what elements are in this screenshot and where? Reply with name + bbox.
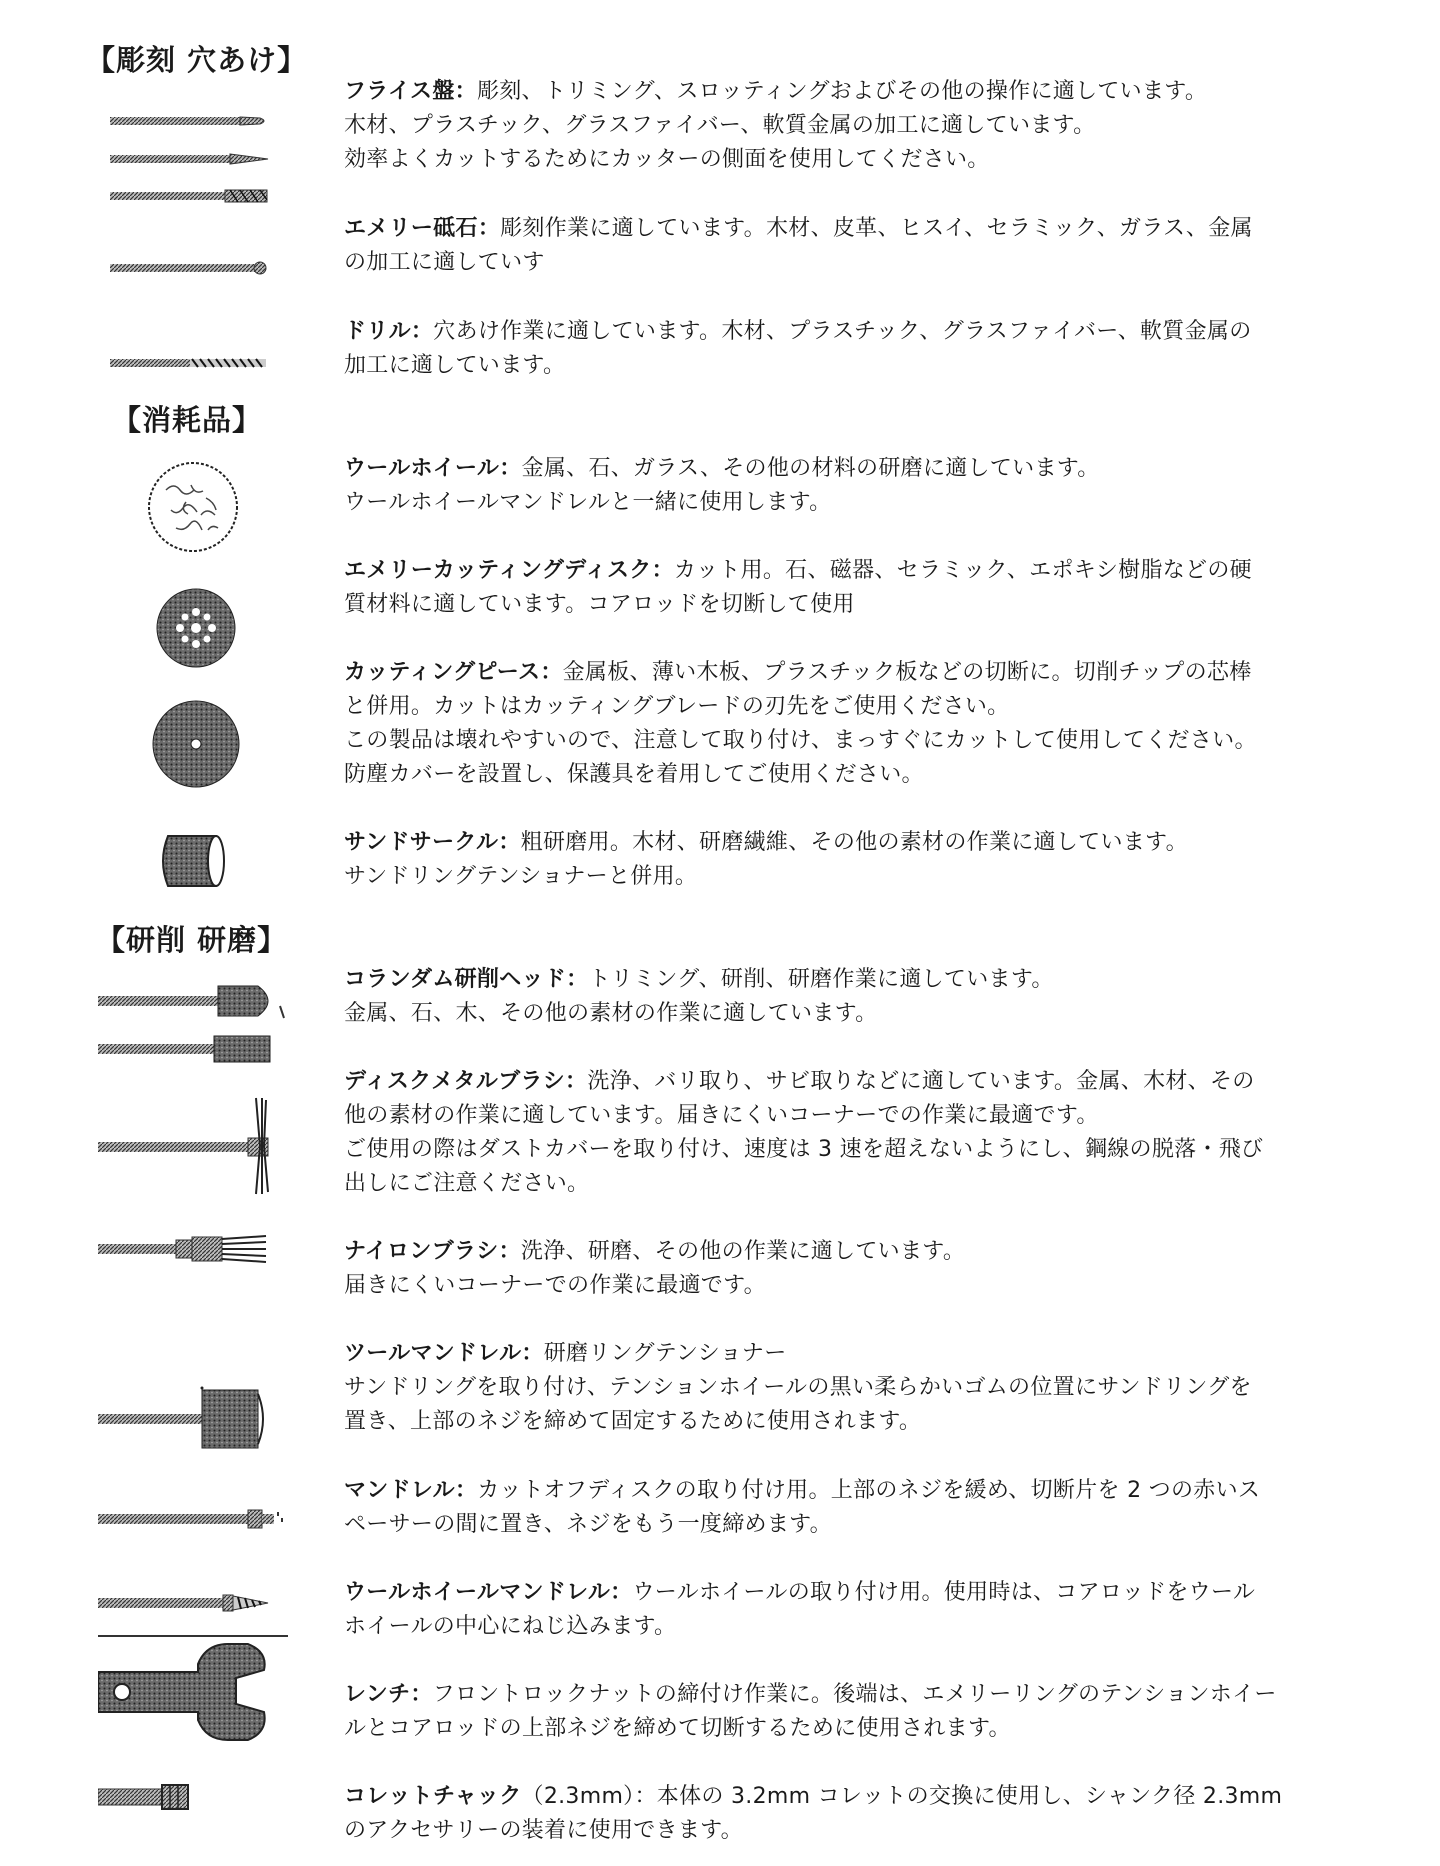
entry-sep: ： — [499, 456, 522, 481]
wool-wheel-icon — [146, 460, 240, 554]
entry-line: 効率よくカットするためにカッターの側面を使用してください。 — [344, 147, 990, 172]
entry-line: ウールホイールの取り付け用。使用時は、コアロッドをウール — [632, 1580, 1256, 1605]
milling-bit-icon — [110, 114, 270, 128]
entry-term: エメリー砥石 — [344, 216, 478, 241]
disc-metal-brush-icon — [98, 1096, 278, 1196]
entry-sand-circle — [344, 826, 1354, 894]
milling-bit-icon — [110, 152, 270, 166]
entry-line: 粗研磨用。木材、研磨繊維、その他の素材の作業に適しています。 — [520, 830, 1188, 855]
entry-sep: ： — [498, 1239, 521, 1264]
entry-line: 届きにくいコーナーでの作業に最適です。 — [344, 1273, 766, 1298]
entry-emery-cutting-disc — [344, 554, 1354, 622]
entry-line: 置き、上部のネジを締めて固定するために使用されます。 — [344, 1409, 922, 1434]
entry-line: 洗浄、バリ取り、サビ取りなどに適しています。金属、木材、その — [587, 1069, 1255, 1094]
entry-term: ドリル — [344, 319, 411, 344]
entry-term: ウールホイールマンドレル — [344, 1580, 611, 1605]
entry-sep: ： — [610, 1580, 633, 1605]
entry-line: カット用。石、磁器、セラミック、エポキシ樹脂などの硬 — [673, 558, 1252, 583]
entry-term: コランダム研削ヘッド — [344, 967, 567, 992]
entry-sep: ： — [498, 830, 521, 855]
mandrel-icon — [98, 1508, 288, 1530]
entry-milling-cutter — [344, 75, 1354, 177]
entry-term: ウールホイール — [344, 456, 500, 481]
entry-sep: ： — [521, 1341, 544, 1366]
entry-sep: ： — [566, 967, 589, 992]
divider-line — [98, 1635, 288, 1637]
entry-term: レンチ — [344, 1682, 411, 1707]
wrench-icon — [98, 1642, 278, 1742]
entry-line: ホイールの中心にねじ込みます。 — [344, 1614, 677, 1639]
entry-line: 質材料に適しています。コアロッドを切断して使用 — [344, 592, 855, 617]
entry-line: トリミング、研削、研磨作業に適しています。 — [588, 967, 1054, 992]
entry-term: エメリーカッティングディスク — [344, 558, 652, 583]
entry-line: 加工に適しています。 — [344, 353, 566, 378]
section-heading-grinding: 【研削 研磨】 — [96, 923, 288, 957]
entry-line: カットオフディスクの取り付け用。上部のネジを緩め、切断片を 2 つの赤いス — [477, 1478, 1261, 1503]
entry-line: サンドリングテンショナーと併用。 — [344, 864, 698, 889]
entry-line: の加工に適していす — [344, 250, 545, 275]
entry-line: 研磨リングテンショナー — [543, 1341, 787, 1366]
entry-term: ツールマンドレル — [344, 1341, 522, 1366]
entry-line: ルとコアロッドの上部ネジを締めて切断するために使用されます。 — [344, 1716, 1011, 1741]
sand-circle-icon — [160, 832, 232, 890]
entry-term: サンドサークル — [344, 830, 499, 855]
entry-line: ご使用の際はダストカバーを取り付け、速度は 3 速を超えないようにし、鋼線の脱落・飛び — [344, 1137, 1264, 1162]
entry-wrench — [344, 1678, 1354, 1746]
entry-term: ナイロンブラシ — [344, 1239, 499, 1264]
wool-wheel-mandrel-icon — [98, 1592, 278, 1614]
entry-sep: ： — [454, 79, 477, 104]
drill-bit-icon — [110, 356, 270, 370]
section-heading-engraving: 【彫刻 穴あけ】 — [86, 43, 308, 77]
entry-sep: ： — [477, 216, 501, 241]
entry-term: カッティングピース — [344, 660, 541, 685]
entry-wool-wheel-mandrel — [344, 1576, 1354, 1644]
entry-term: マンドレル — [344, 1478, 455, 1503]
entry-sep: ： — [454, 1478, 478, 1503]
entry-sep: ： — [565, 1069, 588, 1094]
entry-line: フロントロックナットの締付け作業に。後端は、エメリーリングのテンションホイー — [432, 1682, 1277, 1707]
entry-tool-mandrel — [344, 1337, 1354, 1439]
entry-line: のアクセサリーの装着に使用できます。 — [344, 1818, 743, 1843]
entry-line: 木材、プラスチック、グラスファイバー、軟質金属の加工に適しています。 — [344, 113, 1096, 138]
entry-sep: ： — [540, 660, 563, 685]
entry-term: ディスクメタルブラシ — [344, 1069, 566, 1094]
entry-drill — [344, 315, 1354, 383]
tool-mandrel-icon — [98, 1384, 278, 1454]
entry-sep: ： — [651, 558, 674, 583]
corundum-head-cylinder-icon — [98, 1034, 288, 1064]
emery-stone-bit-icon — [110, 260, 270, 276]
entry-line: ウールホイールマンドレルと一緒に使用します。 — [344, 490, 832, 515]
entry-line: 他の素材の作業に適しています。届きにくいコーナーでの作業に最適です。 — [344, 1103, 1099, 1128]
entry-line: 穴あけ作業に適しています。木材、プラスチック、グラスファイバー、軟質金属の — [433, 319, 1252, 344]
entry-emery-stone — [344, 212, 1354, 280]
entry-line: 本体の 3.2mm コレットの交換に使用し、シャンク径 2.3mm — [656, 1784, 1283, 1809]
entry-line: 彫刻作業に適しています。木材、皮革、ヒスイ、セラミック、ガラス、金属 — [500, 216, 1253, 241]
entry-line: 洗浄、研磨、その他の作業に適しています。 — [520, 1239, 966, 1264]
entry-line: 金属板、薄い木板、プラスチック板などの切断に。切削チップの芯棒 — [562, 660, 1252, 685]
entry-line: 防塵カバーを設置し、保護具を着用してご使用ください。 — [344, 762, 924, 787]
entry-line: 金属、石、ガラス、その他の材料の研磨に適しています。 — [521, 456, 1100, 481]
entry-wool-wheel — [344, 452, 1354, 520]
entry-line: この製品は壊れやすいので、注意して取り付け、まっすぐにカットして使用してください。 — [344, 728, 1257, 753]
corundum-head-pointed-icon — [98, 982, 288, 1022]
entry-nylon-brush — [344, 1235, 1354, 1303]
entry-sep: ： — [410, 1682, 433, 1707]
entry-term: コレットチャック — [344, 1784, 522, 1809]
entry-line: ペーサーの間に置き、ネジをもう一度締めます。 — [344, 1512, 832, 1537]
cutting-piece-icon — [150, 698, 242, 790]
entry-collet-chuck — [344, 1780, 1354, 1848]
collet-chuck-icon — [98, 1782, 198, 1812]
entry-sep: （2.3mm）： — [521, 1784, 657, 1809]
entry-cutting-piece — [344, 656, 1354, 792]
entry-term: フライス盤 — [344, 79, 455, 104]
entry-line: 金属、石、木、その他の素材の作業に適しています。 — [344, 1001, 878, 1026]
nylon-brush-icon — [98, 1234, 278, 1264]
entry-mandrel — [344, 1474, 1354, 1542]
entry-line: 出しにご注意ください。 — [344, 1171, 590, 1196]
entry-line: 彫刻、トリミング、スロッティングおよびその他の操作に適しています。 — [476, 79, 1208, 104]
emery-cutting-disc-icon — [154, 586, 238, 670]
entry-corundum-grinding-head — [344, 963, 1354, 1031]
milling-bit-icon — [110, 188, 270, 204]
entry-line: と併用。カットはカッティングブレードの刃先をご使用ください。 — [344, 694, 1010, 719]
entry-disc-metal-brush — [344, 1065, 1354, 1201]
section-heading-consumables: 【消耗品】 — [112, 403, 263, 437]
entry-sep: ： — [410, 319, 434, 344]
entry-line: サンドリングを取り付け、テンションホイールの黒い柔らかいゴムの位置にサンドリングを — [344, 1375, 1252, 1400]
